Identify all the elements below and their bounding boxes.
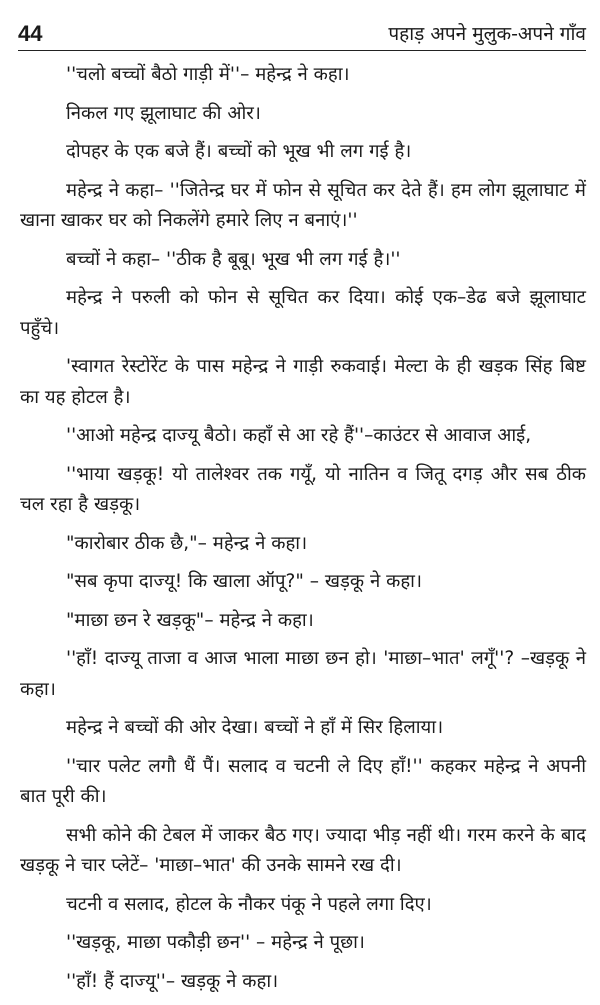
paragraph: बच्चों ने कहा– ''ठीक है बूबू। भूख भी लग गई है।'' (66, 248, 401, 270)
running-title: पहाड़ अपने मुलुक-अपने गाँव (388, 23, 586, 45)
paragraph: "कारोबार ठीक छै,"– महेन्द्र ने कहा। (66, 532, 308, 554)
paragraph: 'स्वागत रेस्टोरेंट के पास महेन्द्र ने गाड़ी रुकवाई। मेल्टा के ही खड़क सिंह बिष्ट का यह होटल है। (20, 356, 586, 408)
page-header (18, 12, 586, 51)
paragraph: चटनी व सलाद, होटल के नौकर पंकू ने पहले लगा दिए। (66, 893, 432, 915)
paragraph: ''चार पलेट लगौ धैं पैं। सलाद व चटनी ले दिए हाँ!'' कहकर महेन्द्र ने अपनी बात पूरी की। (20, 755, 586, 807)
paragraph: ''हाँ! दाज्यू ताजा व आज भाला माछा छन हो। 'माछा–भात' लगूँ''? –खड़कू ने कहा। (20, 648, 586, 700)
page-number: 44 (18, 21, 43, 46)
paragraph: ''आओ महेन्द्र दाज्यू बैठो। कहाँ से आ रहे हैं''–काउंटर से आवाज आई, (66, 425, 532, 446)
paragraph: ''हाँ! हैं दाज्यू''– खड़कू ने कहा। (66, 970, 279, 992)
paragraph: "माछा छन रे खड़कू"– महेन्द्र ने कहा। (66, 609, 314, 631)
paragraph: निकल गए झूलाघाट की ओर। (66, 102, 261, 124)
paragraph: "सब कृपा दाज्यू! कि खाला ऑपू?" – खड़कू ने कहा। (66, 571, 422, 592)
paragraph: ''चलो बच्चों बैठो गाड़ी में''– महेन्द्र ने कहा। (66, 64, 350, 85)
paragraph: महेन्द्र ने बच्चों की ओर देखा। बच्चों ने हाँ में सिर हिलाया। (66, 717, 444, 738)
paragraph: महेन्द्र ने कहा– ''जितेन्द्र घर में फोन से सूचित कर देते हैं। हम लोग झूलाघाट में खाना खाकर घर को निकलेंगे हमारे लिए न बनाएं।'' (20, 179, 586, 231)
paragraph: दोपहर के एक बजे हैं। बच्चों को भूख भी लग गई है। (66, 141, 412, 162)
paragraph: महेन्द्र ने परुली को फोन से सूचित कर दिया। कोई एक–डेढ बजे झूलाघाट पहुँचे। (20, 287, 586, 339)
paragraph: ''खड़कू, माछा पकौड़ी छन'' – महेन्द्र ने पूछा। (66, 932, 365, 953)
body-text (20, 60, 586, 1005)
paragraph: सभी कोने की टेबल में जाकर बैठ गए। ज्यादा भीड़ नहीं थी। गरम करने के बाद खड़कू ने चार प्लेटें– 'माछा–भात' की उनके सामने रख दी। (20, 824, 586, 876)
paragraph: ''भाया खड़कू! यो तालेश्वर तक गयूँ, यो नातिन व जितू दगड़ और सब ठीक चल रहा है खड़कू। (20, 463, 586, 515)
